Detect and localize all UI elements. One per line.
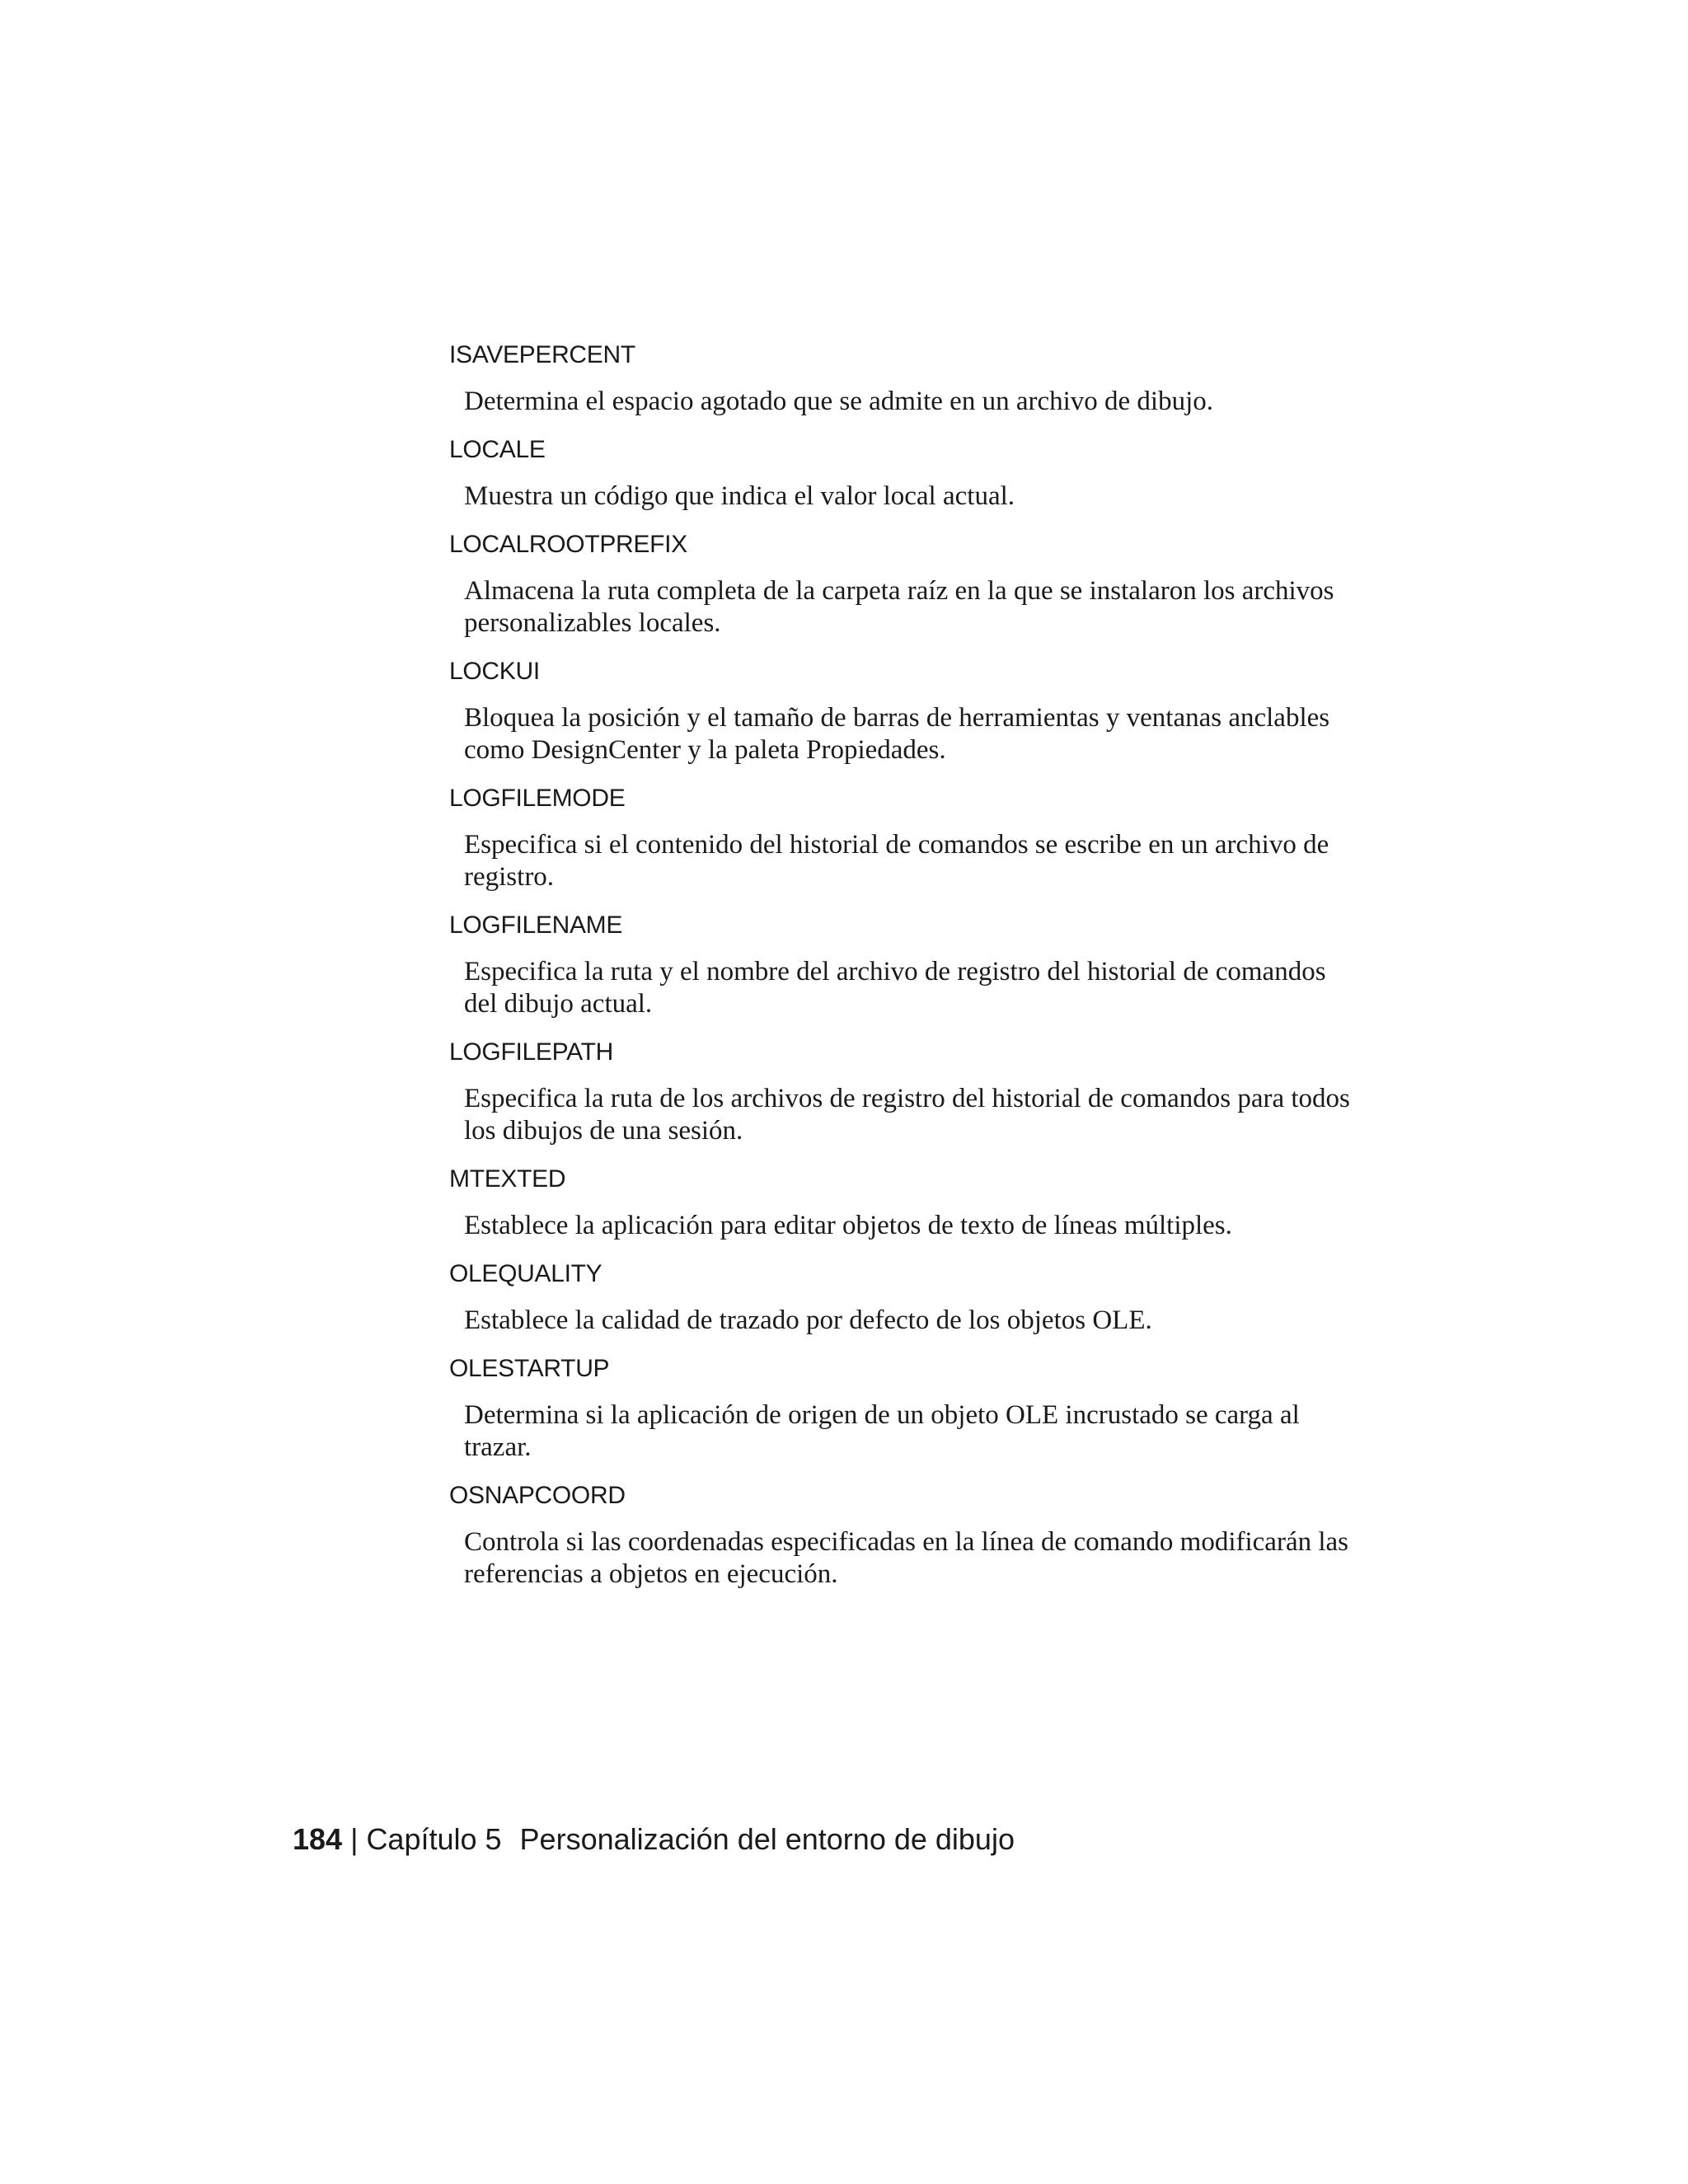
page-footer: [293, 1821, 1015, 1858]
system-variable-list: [449, 340, 1356, 1607]
entry-term: LOCALROOTPREFIX: [449, 531, 687, 558]
entry-description: Muestra un código que indica el valor local actual.: [464, 481, 1015, 511]
entry-term: OLEQUALITY: [449, 1260, 603, 1287]
entry-description: Almacena la ruta completa de la carpeta raíz en la que se instalaron los archivos personalizables locales.: [464, 576, 1334, 638]
entry-localrootprefix: [449, 529, 1356, 640]
entry-term: LOGFILEPATH: [449, 1038, 613, 1066]
entry-logfilepath: [449, 1037, 1356, 1147]
entry-olestartup: [449, 1353, 1356, 1464]
entry-description: Especifica la ruta y el nombre del archivo de registro del historial de comandos del dibujo actual.: [464, 957, 1326, 1019]
entry-term: LOGFILENAME: [449, 912, 623, 939]
entry-description: Controla si las coordenadas especificadas en la línea de comando modificarán las referencias a objetos en ejecución.: [464, 1527, 1348, 1589]
entry-description: Determina si la aplicación de origen de un objeto OLE incrustado se carga al trazar.: [464, 1400, 1300, 1462]
entry-logfilemode: [449, 783, 1356, 893]
entry-isavepercent: [449, 340, 1356, 418]
entry-mtexted: [449, 1164, 1356, 1242]
entry-olequality: [449, 1258, 1356, 1337]
entry-description: Establece la calidad de trazado por defecto de los objetos OLE.: [464, 1305, 1152, 1335]
page-number: 184: [293, 1822, 343, 1856]
entry-term: LOGFILEMODE: [449, 785, 626, 812]
entry-logfilename: [449, 910, 1356, 1020]
entry-term: LOCKUI: [449, 658, 540, 685]
entry-locale: [449, 434, 1356, 513]
chapter-label: Capítulo 5: [366, 1822, 502, 1856]
entry-osnapcoord: [449, 1480, 1356, 1591]
entry-description: Especifica si el contenido del historial de comandos se escribe en un archivo de registro.: [464, 830, 1329, 892]
entry-description: Determina el espacio agotado que se admite en un archivo de dibujo.: [464, 387, 1214, 416]
entry-description: Especifica la ruta de los archivos de registro del historial de comandos para todos los dibujos de una sesión.: [464, 1084, 1350, 1146]
entry-term: OLESTARTUP: [449, 1355, 610, 1382]
entry-description: Establece la aplicación para editar objetos de texto de líneas múltiples.: [464, 1211, 1232, 1240]
chapter-title: Personalización del entorno de dibujo: [519, 1822, 1015, 1856]
footer-separator: |: [350, 1822, 359, 1856]
entry-description: Bloquea la posición y el tamaño de barras de herramientas y ventanas anclables como DesignCenter y la paleta Propiedades.: [464, 703, 1330, 765]
entry-term: MTEXTED: [449, 1165, 566, 1193]
entry-term: LOCALE: [449, 436, 546, 463]
entry-term: OSNAPCOORD: [449, 1482, 626, 1509]
entry-lockui: [449, 656, 1356, 766]
entry-term: ISAVEPERCENT: [449, 341, 635, 368]
